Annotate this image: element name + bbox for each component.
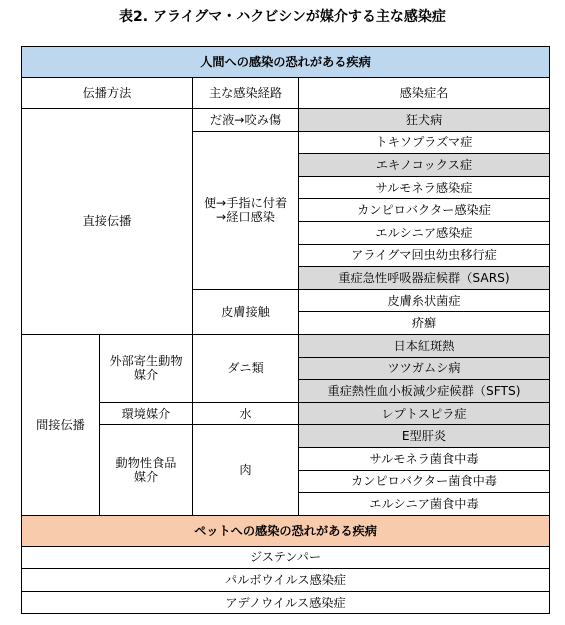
human-section-header: 人間への感染の恐れがある疾病 [22, 47, 550, 78]
disease-cell: 狂犬病 [299, 109, 550, 132]
disease-table [21, 46, 550, 614]
disease-cell: 皮膚糸状菌症 [299, 289, 550, 312]
parasite-vector-line2: 媒介 [133, 368, 159, 383]
parasite-vector-line1: 外部寄生動物 [109, 354, 183, 369]
meat-path: 肉 [193, 425, 299, 515]
header-route: 伝播方法 [22, 78, 193, 109]
disease-cell: カンピロバクター菌食中毒 [299, 470, 550, 493]
disease-cell: 重症熱性血小板減少症候群（SFTS) [299, 380, 550, 403]
fecal-oral-path [193, 131, 299, 289]
tick-path: ダニ類 [193, 334, 299, 402]
pet-section-header: ペットへの感染の恐れがある疾病 [22, 515, 550, 546]
disease-cell: エキノコックス症 [299, 154, 550, 177]
disease-cell: 日本紅斑熱 [299, 334, 550, 357]
indirect-transmission-label: 間接伝播 [22, 334, 100, 515]
disease-cell: E型肝炎 [299, 425, 550, 448]
food-vector-label [100, 425, 193, 515]
bite-path: だ液→咬み傷 [193, 109, 299, 132]
environment-vector-label: 環境媒介 [100, 402, 193, 425]
pet-disease-cell: アデノウイルス感染症 [22, 591, 550, 614]
disease-cell: サルモネラ感染症 [299, 176, 550, 199]
fecal-oral-line1: 便→手指に付着 [203, 196, 288, 211]
header-disease: 感染症名 [299, 78, 550, 109]
pet-disease-cell: ジステンパー [22, 546, 550, 569]
fecal-oral-line2: →経口感染 [216, 210, 275, 225]
disease-cell: サルモネラ菌食中毒 [299, 447, 550, 470]
disease-cell: 疥癬 [299, 312, 550, 335]
food-vector-line2: 媒介 [133, 470, 159, 484]
water-path: 水 [193, 402, 299, 425]
disease-cell: エルシニア感染症 [299, 221, 550, 244]
table-title: 表2. アライグマ・ハクビシンが媒介する主な感染症 [119, 9, 446, 25]
disease-cell: レプトスピラ症 [299, 402, 550, 425]
disease-cell: 重症急性呼吸器症候群（SARS) [299, 267, 550, 290]
pet-disease-cell: パルボウイルス感染症 [22, 569, 550, 592]
skin-contact-path: 皮膚接触 [193, 289, 299, 334]
disease-cell: エルシニア菌食中毒 [299, 493, 550, 516]
disease-cell: アライグマ回虫幼虫移行症 [299, 244, 550, 267]
disease-cell: ツツガムシ病 [299, 357, 550, 380]
food-vector-line1: 動物性食品 [115, 455, 177, 470]
header-path: 主な感染経路 [193, 78, 299, 109]
disease-cell: トキソプラズマ症 [299, 131, 550, 154]
disease-cell: カンピロバクター感染症 [299, 199, 550, 222]
direct-transmission-label: 直接伝播 [22, 109, 193, 335]
parasite-vector-label [100, 334, 193, 402]
